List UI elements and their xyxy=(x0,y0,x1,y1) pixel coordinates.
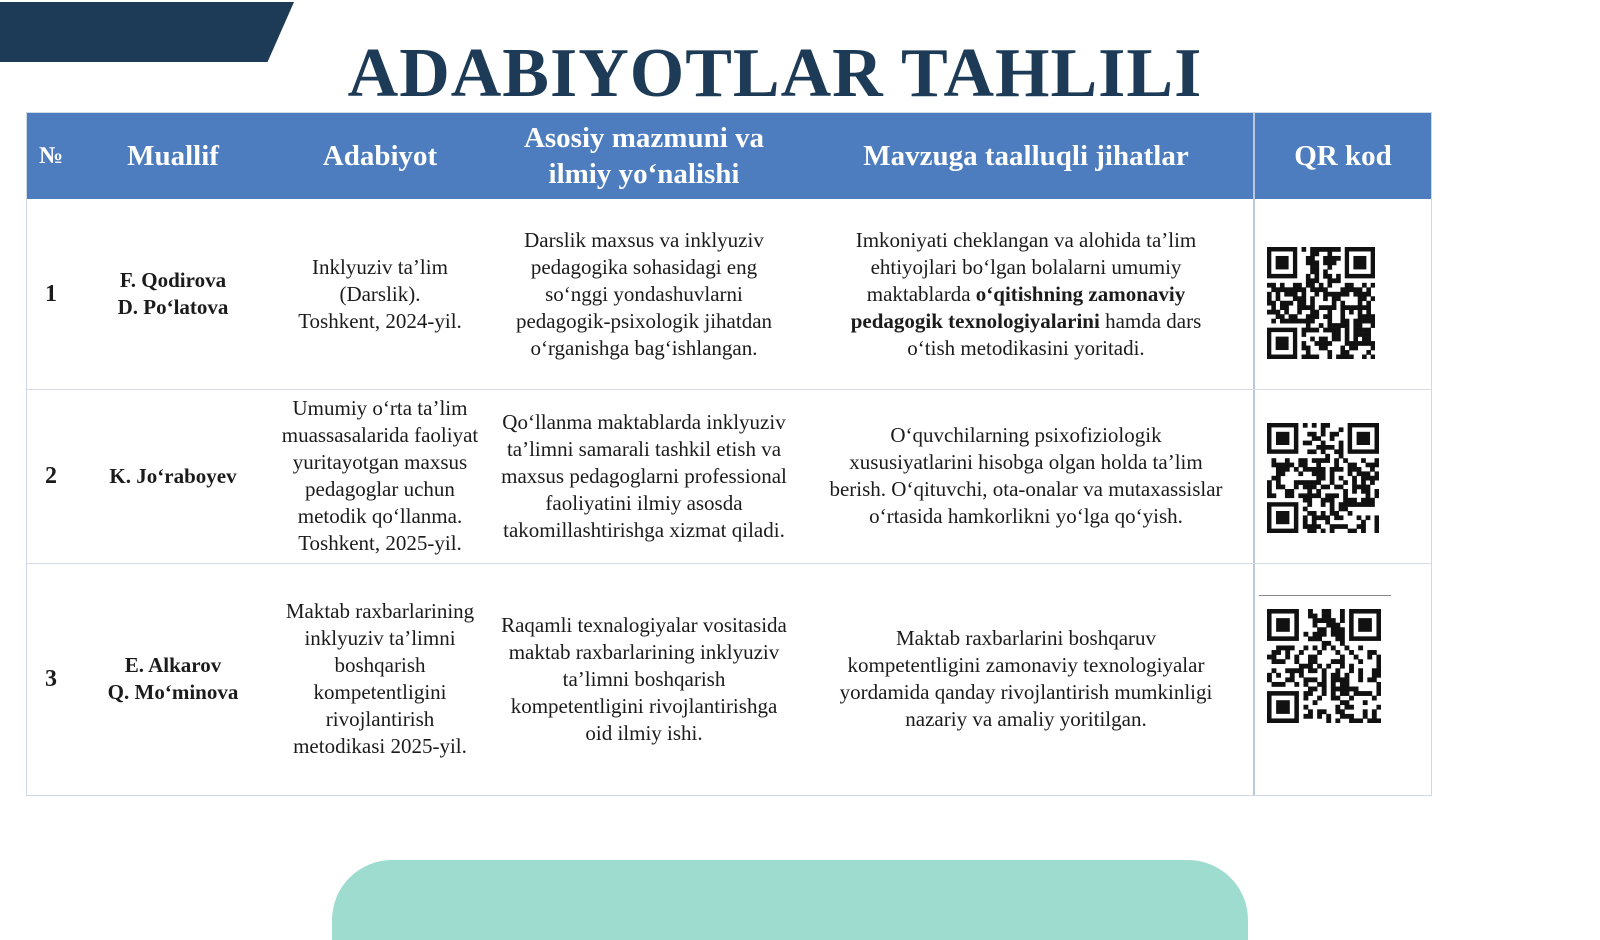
qr-top-rule xyxy=(1259,595,1391,596)
header-relevance: Mavzuga taalluqli jihatlar xyxy=(863,140,1189,172)
qr-code-icon[interactable] xyxy=(1267,609,1381,723)
header-number: № xyxy=(38,143,64,169)
qr-code-icon[interactable] xyxy=(1267,247,1375,359)
relevance-line: berish. O‘qituvchi, ota-onalar va mutaxassislar xyxy=(829,477,1223,501)
literature-line: rivojlantirish xyxy=(325,707,435,731)
content-line: o‘rganishga bag‘ishlangan. xyxy=(530,335,758,360)
relevance-line: ehtiyojlari bo‘lgan bolalarni umumiy xyxy=(870,254,1182,279)
author-name: D. Po‘latova xyxy=(117,295,229,319)
content-line: Raqamli texnalogiyalar vositasida xyxy=(501,612,787,637)
relevance-line: o‘tish metodikasini yoritadi. xyxy=(907,335,1145,360)
content-line: takomillashtirishga xizmat qiladi. xyxy=(503,517,785,542)
row-number: 3 xyxy=(45,665,57,692)
content-cell xyxy=(489,563,799,795)
author-name: Q. Mo‘minova xyxy=(107,680,239,704)
literature-line: pedagoglar uchun xyxy=(305,477,455,501)
relevance-line: O‘quvchilarning psixofiziologik xyxy=(890,423,1162,447)
relevance-line: Imkoniyati cheklangan va alohida ta’lim xyxy=(855,227,1197,252)
content-line: Darslik maxsus va inklyuziv xyxy=(524,227,764,252)
literature-line: muassasalarida faoliyat xyxy=(281,423,479,447)
table-row xyxy=(27,563,1431,795)
literature-table xyxy=(26,112,1432,796)
relevance-line: kompetentligini zamonaviy texnologiyalar xyxy=(847,653,1205,677)
table-header-row xyxy=(27,113,1431,199)
relevance-line: yordamida qanday rivojlantirish mumkinligi xyxy=(839,680,1213,704)
author-cell xyxy=(75,389,271,563)
content-line: ta’limni boshqarish xyxy=(562,666,726,691)
literature-cell xyxy=(271,389,489,563)
literature-line: kompetentligini xyxy=(313,680,447,704)
relevance-cell xyxy=(799,199,1253,389)
literature-line: Maktab raxbarlarining xyxy=(285,599,475,623)
literature-line: boshqarish xyxy=(334,653,426,677)
relevance-line xyxy=(851,308,1202,335)
author-cell xyxy=(75,563,271,795)
literature-line: Toshkent, 2024-yil. xyxy=(298,308,462,333)
literature-line: metodikasi 2025-yil. xyxy=(293,734,467,758)
relevance-bold-text: pedagogik texnologiyalarini xyxy=(850,308,1100,333)
header-content-line: Asosiy mazmuni va xyxy=(523,122,765,154)
table-row xyxy=(27,199,1431,389)
header-author: Muallif xyxy=(127,140,219,172)
row-number: 2 xyxy=(45,462,57,489)
content-line: maxsus pedagoglarni professional xyxy=(501,463,787,488)
literature-cell xyxy=(271,563,489,795)
bottom-decorative-shape xyxy=(332,860,1248,940)
row-number: 1 xyxy=(45,280,57,307)
author-name: K. Jo‘raboyev xyxy=(109,463,237,488)
literature-line: Umumiy o‘rta ta’lim xyxy=(292,396,468,420)
relevance-text: hamda dars xyxy=(1099,308,1202,333)
relevance-cell xyxy=(799,563,1253,795)
content-line: ta’limni samarali tashkil etish va xyxy=(506,436,782,461)
relevance-line: o‘rtasida hamkorlikni yo‘lga qo‘yish. xyxy=(869,504,1183,528)
author-name: E. Alkarov xyxy=(124,653,222,677)
content-line: maktab raxbarlarining inklyuziv xyxy=(508,639,780,664)
header-qr: QR kod xyxy=(1294,140,1392,172)
header-literature: Adabiyot xyxy=(322,140,438,172)
content-cell xyxy=(489,389,799,563)
content-line: so‘nggi yondashuvlarni xyxy=(545,281,743,306)
page-title: ADABIYOTLAR TAHLILI xyxy=(347,35,1203,112)
content-line: faoliyatini ilmiy asosda xyxy=(545,490,743,515)
qr-code-icon[interactable] xyxy=(1267,423,1379,533)
literature-line: yuritayotgan maxsus xyxy=(292,450,468,474)
literature-line: (Darslik). xyxy=(339,281,421,306)
content-line: Qo‘llanma maktablarda inklyuziv xyxy=(502,409,786,434)
literature-cell xyxy=(271,199,489,389)
literature-line: inklyuziv ta’limni xyxy=(304,626,456,650)
author-cell xyxy=(75,199,271,389)
content-line: oid ilmiy ishi. xyxy=(585,720,703,745)
literature-line: metodik qo‘llanma. xyxy=(297,504,463,528)
literature-line: Toshkent, 2025-yil. xyxy=(298,531,462,555)
content-line: pedagogika sohasidagi eng xyxy=(530,254,758,279)
header-content-line: ilmiy yo‘nalishi xyxy=(548,158,740,190)
content-line: pedagogik-psixologik jihatdan xyxy=(515,308,773,333)
header-content xyxy=(489,113,799,199)
table-row xyxy=(27,389,1431,563)
content-cell xyxy=(489,199,799,389)
author-name: F. Qodirova xyxy=(119,268,227,292)
relevance-text: maktablarda xyxy=(866,281,976,306)
relevance-bold-text: o‘qitishning zamonaviy xyxy=(975,281,1186,306)
relevance-line: nazariy va amaliy yoritilgan. xyxy=(905,707,1147,731)
relevance-line: xususiyatlarini hisobga olgan holda ta’lim xyxy=(849,450,1203,474)
relevance-line xyxy=(851,281,1202,308)
literature-line: Inklyuziv ta’lim xyxy=(312,254,448,279)
content-line: kompetentligini rivojlantirishga xyxy=(510,693,778,718)
relevance-cell xyxy=(799,389,1253,563)
relevance-line: Maktab raxbarlarini boshqaruv xyxy=(895,626,1157,650)
